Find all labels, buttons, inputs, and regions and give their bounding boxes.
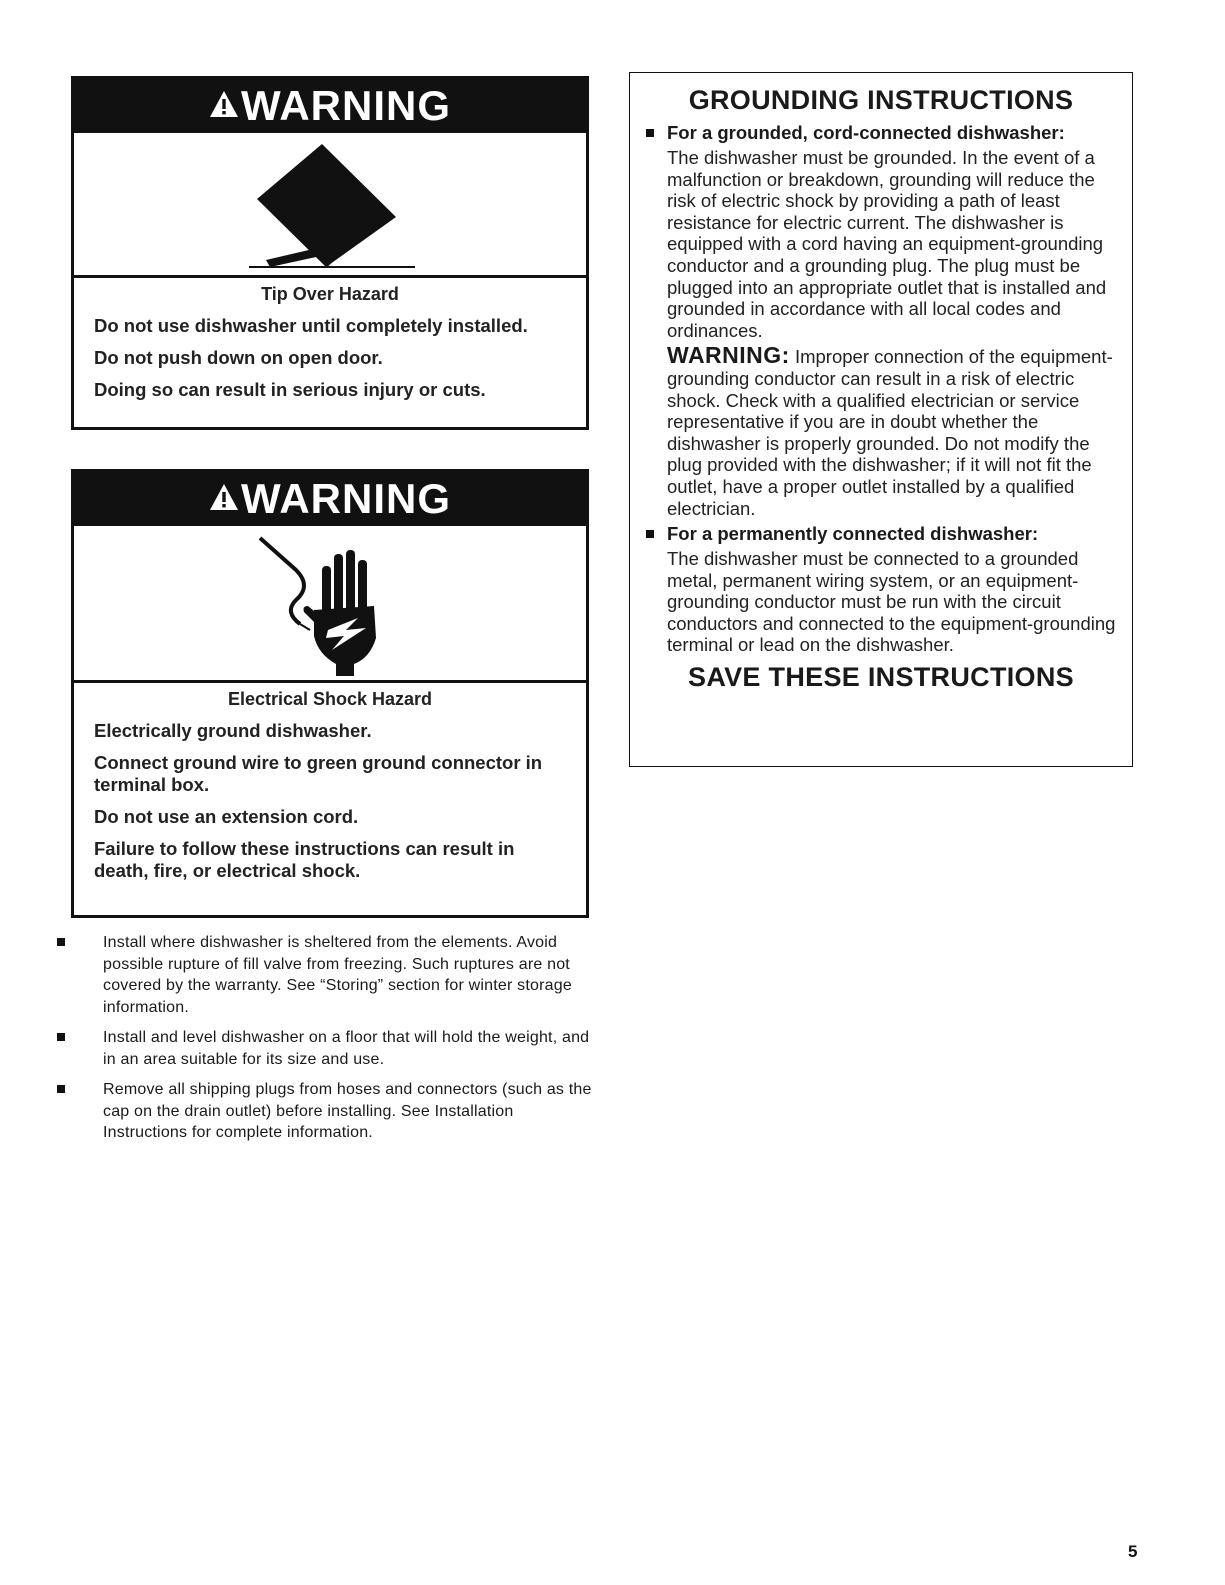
section-heading: [667, 122, 1124, 144]
warning-line: Do not push down on open door.: [94, 347, 383, 368]
bullet-square-icon: [646, 129, 654, 137]
warning-text: Improper connection of the equipment-grounding conductor can result in a risk of electric shock. Check with a qualified electrician or service representative if you are in doubt whether the dishwasher is properly grounded. Do not modify the plug provided with the dishwasher; if it will not fit the outlet, have a proper outlet installed by a qualified electrician.: [667, 346, 1113, 519]
page-number: 5: [1128, 1542, 1138, 1561]
bullet-square-icon: [57, 938, 65, 946]
warning-line: Doing so can result in serious injury or cuts.: [94, 379, 486, 400]
section-paragraph: The dishwasher must be connected to a grounded metal, permanent wiring system, or an equipment-grounding conductor must be run with the circuit conductors and connected to the equipment-grounding terminal or lead on the dishwasher.: [667, 548, 1116, 656]
bullet-square-icon: [57, 1033, 65, 1041]
warning-line: Failure to follow these instructions can result in death, fire, or electrical shock.: [94, 838, 515, 881]
warning-paragraph: [667, 342, 1124, 519]
warning-header-text: WARNING: [241, 82, 451, 129]
electrical-shock-warning-box: [71, 469, 589, 918]
electric-shock-picture: [74, 526, 586, 683]
warning-line: Connect ground wire to green ground connector in terminal box.: [94, 752, 543, 795]
list-item: [57, 1079, 597, 1144]
list-item: [57, 1027, 597, 1070]
warning-triangle-icon: [209, 482, 239, 512]
section-heading-text: For a grounded, cord-connected dishwasher:: [667, 122, 1065, 143]
warning-label: WARNING:: [667, 342, 790, 369]
bullet-square-icon: [57, 1085, 65, 1093]
grounding-title: GROUNDING INSTRUCTIONS: [688, 85, 1074, 115]
warning-line: Do not use dishwasher until completely installed.: [94, 315, 528, 336]
section-paragraph: The dishwasher must be grounded. In the event of a malfunction or breakdown, grounding will reduce the risk of electric shock by providing a path of least resistance for electric current. The dishwasher is equipped with a cord having an equipment-grounding conductor and a grounding plug. The plug must be plugged into an appropriate outlet that is installed and grounded in accordance with all local codes and ordinances.: [667, 147, 1107, 341]
warning-header: [74, 79, 586, 133]
warning-header: [74, 472, 586, 526]
tip-over-warning-box: [71, 76, 589, 430]
save-instructions-text: SAVE THESE INSTRUCTIONS: [688, 662, 1074, 693]
hazard-title: Tip Over Hazard: [261, 284, 399, 304]
grounded-cord-section: [630, 122, 1132, 519]
tip-over-icon: [74, 133, 586, 275]
warning-header-text: WARNING: [241, 475, 451, 522]
hazard-title: Electrical Shock Hazard: [227, 689, 433, 709]
list-item-text: Install where dishwasher is sheltered from the elements. Avoid possible rupture of fill valve from freezing. Such ruptures are not covered by the warranty. See “Storing” section for winter storage information.: [103, 934, 572, 1016]
section-heading-text: For a permanently connected dishwasher:: [667, 523, 1039, 545]
electric-shock-hand-icon: [74, 526, 586, 680]
list-item-text: Install and level dishwasher on a floor that will hold the weight, and in an area suitable for its size and use.: [103, 1029, 590, 1068]
install-requirements-list: [57, 932, 597, 1153]
section-heading: [667, 523, 1124, 545]
warning-line: Do not use an extension cord.: [94, 806, 359, 827]
bullet-square-icon: [646, 530, 654, 538]
warning-line: Electrically ground dishwasher.: [94, 720, 372, 741]
list-item-text: Remove all shipping plugs from hoses and connectors (such as the cap on the drain outlet) before installing. See Installation Instructions for complete information.: [103, 1081, 592, 1141]
tip-over-picture: [74, 133, 586, 278]
permanent-connection-section: [630, 523, 1132, 656]
list-item: [57, 932, 597, 1018]
warning-triangle-icon: [209, 89, 239, 119]
grounding-instructions-box: [629, 72, 1133, 767]
